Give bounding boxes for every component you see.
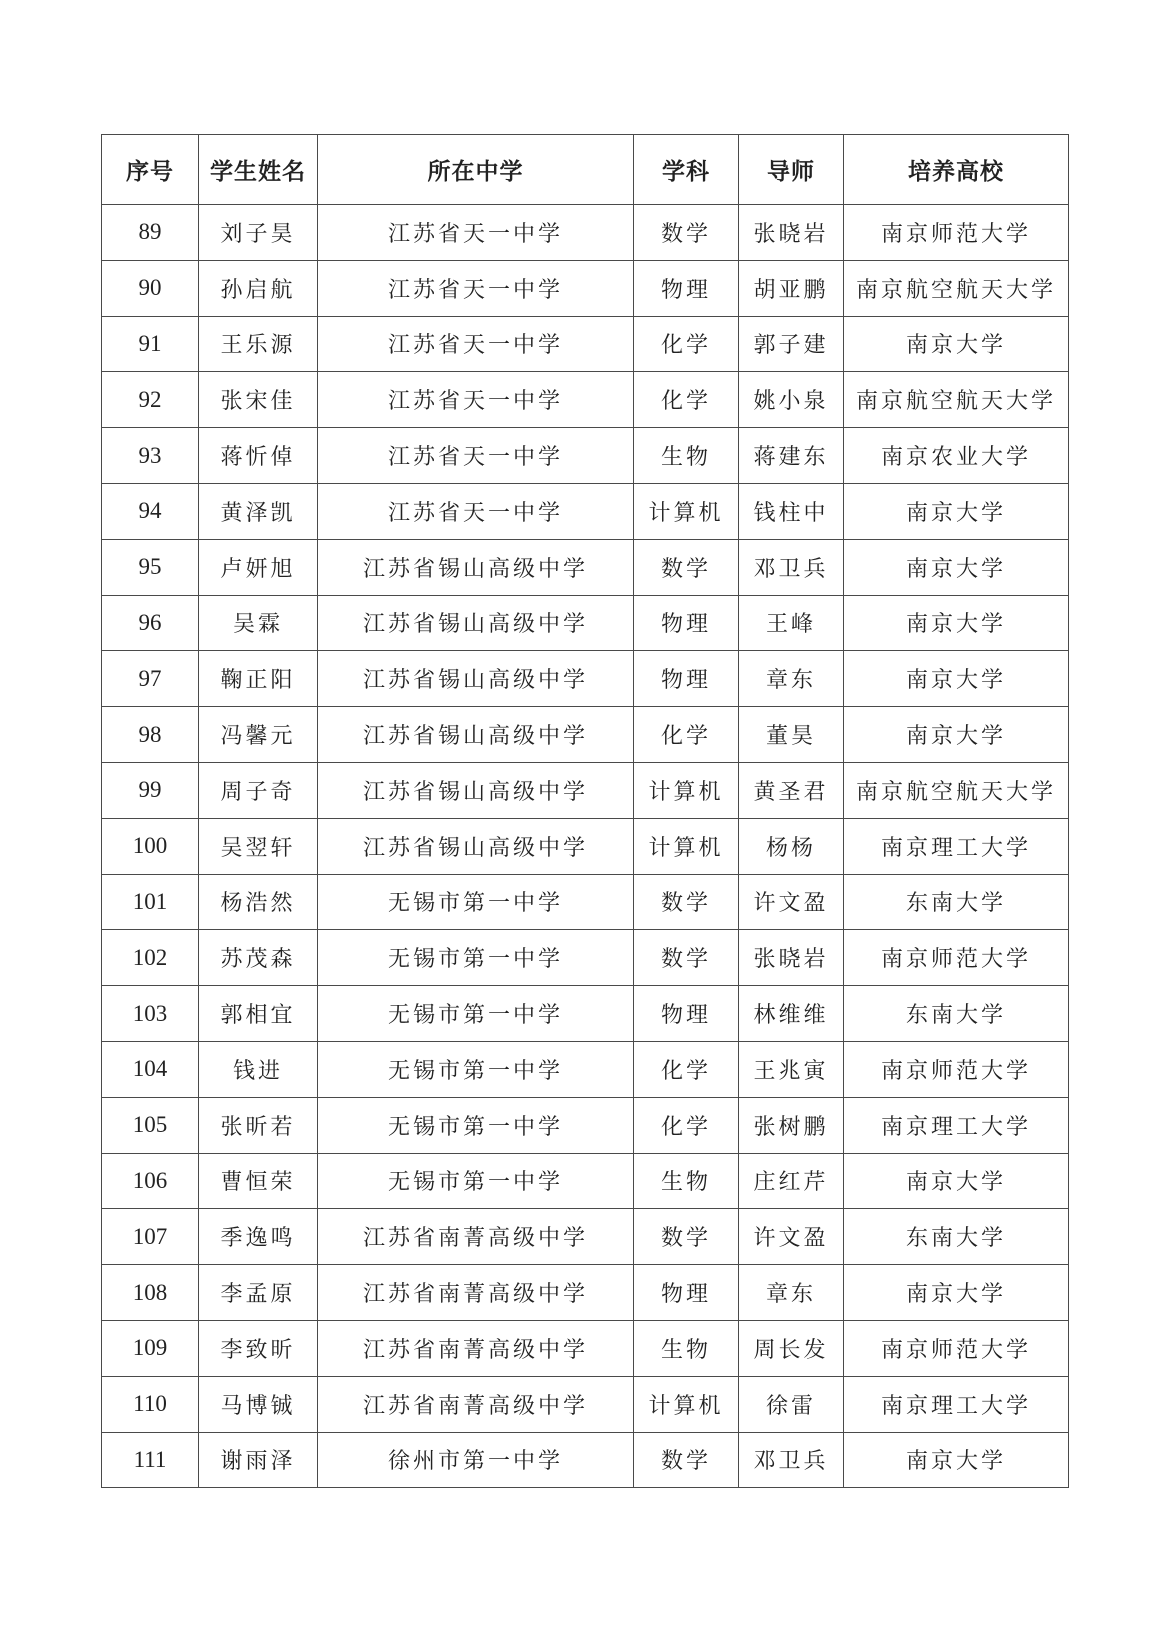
high-school-cell: 江苏省天一中学 [318,372,634,428]
table-row [102,1265,1069,1321]
student-name-cell: 李孟原 [199,1265,318,1321]
subject-cell: 数学 [634,539,739,595]
table-row [102,372,1069,428]
university-cell: 南京大学 [844,316,1069,372]
mentor-cell: 许文盈 [739,874,844,930]
table-row [102,483,1069,539]
student-name-cell: 张宋佳 [199,372,318,428]
university-cell: 南京航空航天大学 [844,762,1069,818]
university-cell: 南京大学 [844,1265,1069,1321]
header-high-school: 所在中学 [318,135,634,205]
serial-number-cell: 95 [102,539,199,595]
table-row [102,874,1069,930]
student-name-cell: 谢雨泽 [199,1432,318,1488]
serial-number-cell: 89 [102,205,199,261]
subject-cell: 化学 [634,316,739,372]
high-school-cell: 江苏省南菁高级中学 [318,1376,634,1432]
mentor-cell: 章东 [739,651,844,707]
table-row [102,316,1069,372]
subject-cell: 物理 [634,651,739,707]
subject-cell: 数学 [634,930,739,986]
high-school-cell: 江苏省锡山高级中学 [318,818,634,874]
high-school-cell: 无锡市第一中学 [318,986,634,1042]
university-cell: 南京航空航天大学 [844,372,1069,428]
high-school-cell: 无锡市第一中学 [318,930,634,986]
student-name-cell: 李致昕 [199,1320,318,1376]
subject-cell: 物理 [634,260,739,316]
subject-cell: 数学 [634,1432,739,1488]
serial-number-cell: 110 [102,1376,199,1432]
high-school-cell: 江苏省天一中学 [318,316,634,372]
table-row [102,762,1069,818]
serial-number-cell: 104 [102,1041,199,1097]
university-cell: 南京航空航天大学 [844,260,1069,316]
university-cell: 东南大学 [844,986,1069,1042]
student-name-cell: 吴翌轩 [199,818,318,874]
mentor-cell: 许文盈 [739,1209,844,1265]
subject-cell: 化学 [634,372,739,428]
mentor-cell: 郭子建 [739,316,844,372]
student-name-cell: 刘子昊 [199,205,318,261]
table-row [102,707,1069,763]
university-cell: 南京师范大学 [844,1041,1069,1097]
mentor-cell: 姚小泉 [739,372,844,428]
high-school-cell: 江苏省锡山高级中学 [318,762,634,818]
high-school-cell: 江苏省南菁高级中学 [318,1265,634,1321]
high-school-cell: 无锡市第一中学 [318,1041,634,1097]
university-cell: 南京大学 [844,483,1069,539]
table-row [102,1097,1069,1153]
serial-number-cell: 108 [102,1265,199,1321]
serial-number-cell: 106 [102,1153,199,1209]
header-serial-number: 序号 [102,135,199,205]
university-cell: 东南大学 [844,874,1069,930]
subject-cell: 数学 [634,874,739,930]
table-row [102,1376,1069,1432]
table-row [102,818,1069,874]
table-row [102,1153,1069,1209]
serial-number-cell: 103 [102,986,199,1042]
high-school-cell: 江苏省天一中学 [318,428,634,484]
serial-number-cell: 111 [102,1432,199,1488]
serial-number-cell: 92 [102,372,199,428]
header-mentor: 导师 [739,135,844,205]
serial-number-cell: 97 [102,651,199,707]
serial-number-cell: 107 [102,1209,199,1265]
student-roster-table [101,134,1069,1488]
mentor-cell: 黄圣君 [739,762,844,818]
university-cell: 南京大学 [844,1432,1069,1488]
high-school-cell: 无锡市第一中学 [318,1153,634,1209]
table-row [102,651,1069,707]
university-cell: 南京大学 [844,1153,1069,1209]
subject-cell: 计算机 [634,762,739,818]
table-header-row [102,135,1069,205]
high-school-cell: 江苏省天一中学 [318,205,634,261]
university-cell: 南京理工大学 [844,1376,1069,1432]
student-name-cell: 杨浩然 [199,874,318,930]
subject-cell: 生物 [634,428,739,484]
mentor-cell: 张晓岩 [739,930,844,986]
mentor-cell: 邓卫兵 [739,539,844,595]
student-name-cell: 郭相宜 [199,986,318,1042]
university-cell: 南京师范大学 [844,205,1069,261]
high-school-cell: 江苏省锡山高级中学 [318,595,634,651]
header-university: 培养高校 [844,135,1069,205]
table-row [102,205,1069,261]
subject-cell: 数学 [634,205,739,261]
high-school-cell: 无锡市第一中学 [318,874,634,930]
subject-cell: 生物 [634,1153,739,1209]
table-row [102,930,1069,986]
high-school-cell: 江苏省锡山高级中学 [318,539,634,595]
table-row [102,1041,1069,1097]
mentor-cell: 张晓岩 [739,205,844,261]
high-school-cell: 无锡市第一中学 [318,1097,634,1153]
serial-number-cell: 102 [102,930,199,986]
serial-number-cell: 93 [102,428,199,484]
university-cell: 东南大学 [844,1209,1069,1265]
mentor-cell: 王兆寅 [739,1041,844,1097]
subject-cell: 化学 [634,707,739,763]
student-name-cell: 季逸鸣 [199,1209,318,1265]
university-cell: 南京大学 [844,651,1069,707]
high-school-cell: 江苏省南菁高级中学 [318,1320,634,1376]
university-cell: 南京理工大学 [844,1097,1069,1153]
serial-number-cell: 94 [102,483,199,539]
table-body [102,205,1069,1488]
subject-cell: 化学 [634,1097,739,1153]
student-name-cell: 孙启航 [199,260,318,316]
mentor-cell: 蒋建东 [739,428,844,484]
subject-cell: 物理 [634,986,739,1042]
high-school-cell: 江苏省天一中学 [318,260,634,316]
mentor-cell: 邓卫兵 [739,1432,844,1488]
serial-number-cell: 98 [102,707,199,763]
serial-number-cell: 91 [102,316,199,372]
mentor-cell: 董昊 [739,707,844,763]
header-student-name: 学生姓名 [199,135,318,205]
subject-cell: 物理 [634,595,739,651]
serial-number-cell: 105 [102,1097,199,1153]
high-school-cell: 江苏省天一中学 [318,483,634,539]
table-row [102,595,1069,651]
university-cell: 南京师范大学 [844,930,1069,986]
serial-number-cell: 100 [102,818,199,874]
student-name-cell: 鞠正阳 [199,651,318,707]
mentor-cell: 章东 [739,1265,844,1321]
mentor-cell: 王峰 [739,595,844,651]
university-cell: 南京大学 [844,707,1069,763]
subject-cell: 计算机 [634,1376,739,1432]
table-row [102,539,1069,595]
serial-number-cell: 96 [102,595,199,651]
serial-number-cell: 90 [102,260,199,316]
serial-number-cell: 101 [102,874,199,930]
high-school-cell: 徐州市第一中学 [318,1432,634,1488]
student-name-cell: 钱进 [199,1041,318,1097]
mentor-cell: 庄红芹 [739,1153,844,1209]
table-row [102,1209,1069,1265]
university-cell: 南京理工大学 [844,818,1069,874]
subject-cell: 化学 [634,1041,739,1097]
table-row [102,1432,1069,1488]
student-name-cell: 周子奇 [199,762,318,818]
table-row [102,428,1069,484]
mentor-cell: 钱柱中 [739,483,844,539]
student-name-cell: 黄泽凯 [199,483,318,539]
table-row [102,986,1069,1042]
student-name-cell: 马博铖 [199,1376,318,1432]
university-cell: 南京大学 [844,595,1069,651]
student-name-cell: 曹恒荣 [199,1153,318,1209]
mentor-cell: 徐雷 [739,1376,844,1432]
mentor-cell: 胡亚鹏 [739,260,844,316]
high-school-cell: 江苏省锡山高级中学 [318,651,634,707]
serial-number-cell: 109 [102,1320,199,1376]
header-subject: 学科 [634,135,739,205]
mentor-cell: 张树鹏 [739,1097,844,1153]
subject-cell: 计算机 [634,483,739,539]
university-cell: 南京师范大学 [844,1320,1069,1376]
university-cell: 南京大学 [844,539,1069,595]
mentor-cell: 杨杨 [739,818,844,874]
subject-cell: 物理 [634,1265,739,1321]
subject-cell: 数学 [634,1209,739,1265]
subject-cell: 计算机 [634,818,739,874]
serial-number-cell: 99 [102,762,199,818]
student-name-cell: 苏茂森 [199,930,318,986]
high-school-cell: 江苏省南菁高级中学 [318,1209,634,1265]
high-school-cell: 江苏省锡山高级中学 [318,707,634,763]
student-name-cell: 王乐源 [199,316,318,372]
table-row [102,1320,1069,1376]
mentor-cell: 周长发 [739,1320,844,1376]
student-name-cell: 张昕若 [199,1097,318,1153]
student-name-cell: 冯馨元 [199,707,318,763]
mentor-cell: 林维维 [739,986,844,1042]
student-name-cell: 蒋忻倬 [199,428,318,484]
student-name-cell: 吴霖 [199,595,318,651]
subject-cell: 生物 [634,1320,739,1376]
table-row [102,260,1069,316]
student-name-cell: 卢妍旭 [199,539,318,595]
university-cell: 南京农业大学 [844,428,1069,484]
